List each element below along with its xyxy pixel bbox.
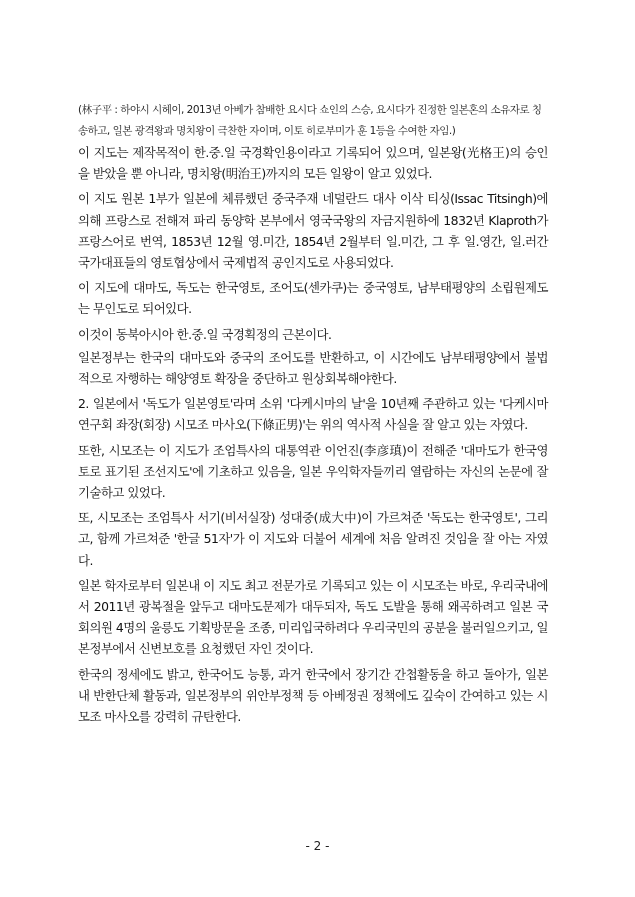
paragraph-3: 이 지도에 대마도, 독도는 한국영토, 조어도(센카쿠)는 중국영토, 남부태평양의 소립원제도는 무인도로 되어있다. — [78, 280, 548, 317]
paragraph-7: 또한, 시모조는 이 지도가 조엄특사의 대통역관 이언진(李彦瑱)이 전해준 '대마도가 한국영토로 표기된 조선지도'에 기초하고 있음을, 일본 우익학자들끼리 열람하는 자신의 논문에 잘 기술하고 있었다. — [78, 442, 548, 501]
paragraph-5: 일본정부는 한국의 대마도와 중국의 조어도를 반환하고, 이 시간에도 남부태평양에서 불법적으로 자행하는 해양영토 확장을 중단하고 원상회복해야한다. — [78, 349, 548, 387]
paragraph-4: 이것이 동북아시아 한.중.일 국경획정의 근본이다. — [78, 326, 332, 342]
footnote: (林子平 : 하야시 시헤이, 2013년 아베가 참배한 요시다 쇼인의 스승, 요시다가 진정한 일본혼의 소유자로 칭송하고, 일본 광격왕과 명치왕이 극찬한 자이며, 이토 히로부미가 훈 1등을 수여한 자임.) — [78, 104, 542, 137]
document-body — [78, 100, 548, 731]
paragraph-6: 2. 일본에서 '독도가 일본영토'라며 소위 '다케시마의 날'을 10년째 주관하고 있는 '다케시마 연구회 좌장(회장) 시모조 마사오(下條正男)'는 위의 역사적 사실을 잘 알고 있는 자였다. — [78, 396, 548, 433]
page-number: - 2 - — [305, 839, 330, 853]
paragraph-2: 이 지도 원본 1부가 일본에 체류했던 중국주재 네덜란드 대사 이삭 티싱(Issac Titsingh)에 의해 프랑스로 전해져 파리 동양학 본부에서 영국국왕의 자금지원하에 1832년 Klaproth가 프랑스어로 번역, 1853년 12월 영.미간, 1854년 2월부터 일.미간, 그 후 일.영간, 일.러간 국가대표들의 영토협상에서 국제법적 공인지도로 사용되었다. — [78, 191, 548, 271]
paragraph-8: 또, 시모조는 조엄특사 서기(비서실장) 성대중(成大中)이 가르쳐준 '독도는 한국영토', 그리고, 함께 가르쳐준 '한글 51자'가 이 지도와 더불어 세계에 처음 알려진 것임을 잘 아는 자였다. — [78, 510, 548, 568]
paragraph-1: 이 지도는 제작목적이 한.중.일 국경확인용이라고 기록되어 있으며, 일본왕(光格王)의 승인을 받았을 뿐 아니라, 명치왕(明治王)까지의 모든 일왕이 알고 있었다. — [78, 145, 548, 182]
paragraph-9: 일본 학자로부터 일본내 이 지도 최고 전문가로 기록되고 있는 이 시모조는 바로, 우리국내에서 2011년 광복절을 앞두고 대마도문제가 대두되자, 독도 도발을 통해 왜곡하려고 일본 국회의원 4명의 울릉도 기획방문을 조종, 미리입국하려다 우리국민의 공분을 불러일으키고, 일본정부에서 신변보호를 요청했던 자인 것이다. — [78, 577, 548, 657]
paragraph-10: 한국의 정세에도 밝고, 한국어도 능통, 과거 한국에서 장기간 간첩활동을 하고 돌아가, 일본내 반한단체 활동과, 일본정부의 위안부정책 등 아베정권 정책에도 깊숙이 간여하고 있는 시모조 마사오를 강력히 규탄한다. — [78, 666, 548, 725]
